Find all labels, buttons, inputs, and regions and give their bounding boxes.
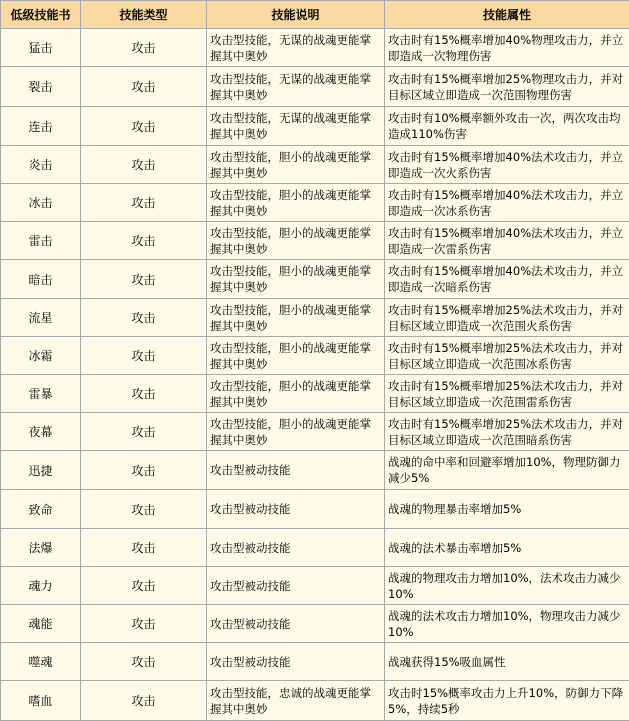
skill-name-cell: 嗜血 (1, 681, 81, 721)
header-skill-description: 技能说明 (207, 1, 385, 29)
skill-name-cell: 夜幕 (1, 413, 81, 451)
header-skill-attribute: 技能属性 (385, 1, 629, 29)
skill-attribute-cell: 攻击时有15%概率增加40%法术攻击力，并立即造成一次雷系伤害 (385, 222, 629, 260)
skill-type-cell: 攻击 (81, 451, 207, 490)
skill-name-cell: 雷暴 (1, 375, 81, 413)
skill-attribute-cell: 攻击时有15%概率增加40%法术攻击力，并立即造成一次冰系伤害 (385, 184, 629, 222)
table-row (1, 605, 629, 643)
header-row (1, 1, 629, 29)
skill-name-cell: 裂击 (1, 67, 81, 107)
skill-description-cell: 攻击型技能，无谋的战魂更能掌握其中奥妙 (207, 29, 385, 67)
skill-attribute-cell: 攻击时有15%概率增加40%法术攻击力，并立即造成一次火系伤害 (385, 146, 629, 184)
skill-type-cell: 攻击 (81, 375, 207, 413)
skill-description-cell: 攻击型技能，胆小的战魂更能掌握其中奥妙 (207, 337, 385, 375)
skill-attribute-cell: 战魂的物理攻击力增加10%，法术攻击力减少10% (385, 567, 629, 605)
table-row (1, 529, 629, 567)
skill-type-cell: 攻击 (81, 29, 207, 67)
skill-type-cell: 攻击 (81, 299, 207, 337)
skill-name-cell: 连击 (1, 107, 81, 146)
skill-description-cell: 攻击型技能，胆小的战魂更能掌握其中奥妙 (207, 184, 385, 222)
skill-attribute-cell: 战魂的法术暴击率增加5% (385, 529, 629, 567)
table-row (1, 375, 629, 413)
skill-type-cell: 攻击 (81, 413, 207, 451)
table-row (1, 67, 629, 107)
skill-attribute-cell: 战魂的物理暴击率增加5% (385, 490, 629, 529)
skill-name-cell: 魂能 (1, 605, 81, 643)
skill-name-cell: 暗击 (1, 260, 81, 299)
skill-description-cell: 攻击型技能，胆小的战魂更能掌握其中奥妙 (207, 260, 385, 299)
skill-type-cell: 攻击 (81, 529, 207, 567)
skill-type-cell: 攻击 (81, 260, 207, 299)
header-skill-type: 技能类型 (81, 1, 207, 29)
table-row (1, 451, 629, 490)
skill-type-cell: 攻击 (81, 222, 207, 260)
table-row (1, 490, 629, 529)
skill-description-cell: 攻击型被动技能 (207, 490, 385, 529)
skill-attribute-cell: 战魂的命中率和回避率增加10%，物理防御力减少5% (385, 451, 629, 490)
skill-name-cell: 致命 (1, 490, 81, 529)
skill-attribute-cell: 攻击时有15%概率增加40%法术攻击力，并立即造成一次暗系伤害 (385, 260, 629, 299)
skill-type-cell: 攻击 (81, 605, 207, 643)
skill-name-cell: 冰击 (1, 184, 81, 222)
table-row (1, 107, 629, 146)
skill-attribute-cell: 攻击时有10%概率额外攻击一次，两次攻击均造成110%伤害 (385, 107, 629, 146)
header-skill-book: 低级技能书 (1, 1, 81, 29)
skill-name-cell: 流星 (1, 299, 81, 337)
skill-type-cell: 攻击 (81, 681, 207, 721)
skill-description-cell: 攻击型技能，胆小的战魂更能掌握其中奥妙 (207, 146, 385, 184)
table-row (1, 222, 629, 260)
skill-description-cell: 攻击型技能，无谋的战魂更能掌握其中奥妙 (207, 67, 385, 107)
skill-name-cell: 冰霜 (1, 337, 81, 375)
skill-attribute-cell: 攻击时有15%概率增加25%法术攻击力，并对目标区域立即造成一次范围冰系伤害 (385, 337, 629, 375)
table-body (1, 29, 629, 721)
skill-attribute-cell: 攻击时有15%概率增加25%法术攻击力，并对目标区域立即造成一次范围雷系伤害 (385, 375, 629, 413)
table-row (1, 29, 629, 67)
skill-attribute-cell: 战魂的法术攻击力增加10%，物理攻击力减少10% (385, 605, 629, 643)
table-row (1, 146, 629, 184)
skill-attribute-cell: 战魂获得15%吸血属性 (385, 643, 629, 681)
skill-name-cell: 魂力 (1, 567, 81, 605)
table-row (1, 643, 629, 681)
skill-attribute-cell: 攻击时有15%概率增加25%法术攻击力，并对目标区域立即造成一次范围火系伤害 (385, 299, 629, 337)
skill-name-cell: 雷击 (1, 222, 81, 260)
skill-type-cell: 攻击 (81, 643, 207, 681)
table-row (1, 184, 629, 222)
skill-name-cell: 法爆 (1, 529, 81, 567)
skill-attribute-cell: 攻击时有15%概率增加25%法术攻击力，并对目标区域立即造成一次范围暗系伤害 (385, 413, 629, 451)
skill-description-cell: 攻击型被动技能 (207, 605, 385, 643)
skill-name-cell: 噬魂 (1, 643, 81, 681)
skill-description-cell: 攻击型技能，无谋的战魂更能掌握其中奥妙 (207, 107, 385, 146)
skill-attribute-cell: 攻击时15%概率攻击力上升10%，防御力下降5%，持续5秒 (385, 681, 629, 721)
skill-description-cell: 攻击型被动技能 (207, 451, 385, 490)
table-row (1, 337, 629, 375)
skill-name-cell: 炎击 (1, 146, 81, 184)
table-header (1, 1, 629, 29)
skill-description-cell: 攻击型被动技能 (207, 529, 385, 567)
skill-type-cell: 攻击 (81, 146, 207, 184)
skill-description-cell: 攻击型技能，胆小的战魂更能掌握其中奥妙 (207, 222, 385, 260)
skill-type-cell: 攻击 (81, 107, 207, 146)
skill-type-cell: 攻击 (81, 567, 207, 605)
table-row (1, 413, 629, 451)
skill-type-cell: 攻击 (81, 67, 207, 107)
skill-description-cell: 攻击型技能，胆小的战魂更能掌握其中奥妙 (207, 299, 385, 337)
skill-type-cell: 攻击 (81, 184, 207, 222)
skill-description-cell: 攻击型被动技能 (207, 643, 385, 681)
skill-attribute-cell: 攻击时有15%概率增加25%物理攻击力，并对目标区域立即造成一次范围物理伤害 (385, 67, 629, 107)
skill-name-cell: 猛击 (1, 29, 81, 67)
table-row (1, 299, 629, 337)
table-row (1, 260, 629, 299)
skill-description-cell: 攻击型技能，胆小的战魂更能掌握其中奥妙 (207, 375, 385, 413)
skill-attribute-cell: 攻击时有15%概率增加40%物理攻击力，并立即造成一次物理伤害 (385, 29, 629, 67)
table-row (1, 681, 629, 721)
skill-description-cell: 攻击型技能，忠诚的战魂更能掌握其中奥妙 (207, 681, 385, 721)
skill-description-cell: 攻击型技能，胆小的战魂更能掌握其中奥妙 (207, 413, 385, 451)
skill-type-cell: 攻击 (81, 337, 207, 375)
skill-type-cell: 攻击 (81, 490, 207, 529)
table-row (1, 567, 629, 605)
skill-description-cell: 攻击型被动技能 (207, 567, 385, 605)
skill-name-cell: 迅捷 (1, 451, 81, 490)
